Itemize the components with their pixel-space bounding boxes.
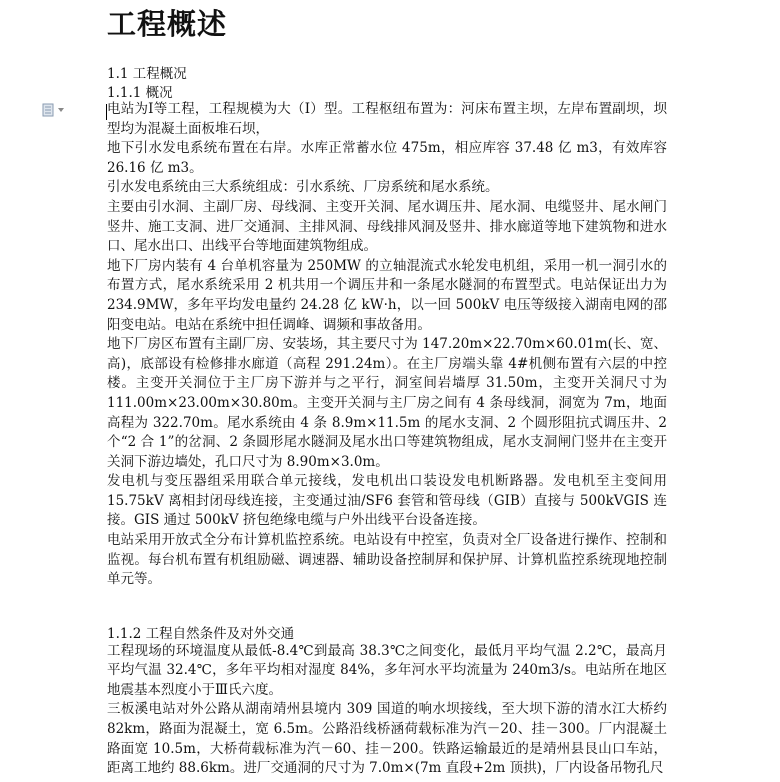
paragraph: 发电机与变压器组采用联合单元接线，发电机出口装设发电机断路器。发电机至主变间用 15.75kV 离相封闭母线连接，主变通过油/SF6 套管和管母线（GIB）直接与 500kVGIS 连接。GIS 通过 500kV 挤包绝缘电缆与户外出线平台设备连接。 <box>107 473 667 529</box>
paragraph: 主要由引水洞、主副厂房、母线洞、主变开关洞、尾水调压井、尾水洞、电缆竖井、尾水闸门竖井、施工支洞、进厂交通洞、主排风洞、母线排风洞及竖井、排水廊道等地下建筑物和进水口、尾水出口、出线平台等地面建筑物组成。 <box>107 198 667 255</box>
document-title: 工程概述 <box>107 7 228 41</box>
paragraph: 电站为Ⅰ等工程，工程规模为大（Ⅰ）型。工程枢纽布置为：河床布置主坝，左岸布置副坝，坝型均为混凝土面板堆石坝， <box>107 101 667 137</box>
paragraph: 地下厂房内装有 4 台单机容量为 250MW 的立轴混流式水轮发电机组，采用一机一洞引水的布置方式，尾水系统采用 2 机共用一个调压井和一条尾水隧洞的布置型式。电站保证出力为 234.9MW，多年平均发电量约 24.28 亿 kW·h，以一回 500kV 电压等级接入湖南电网的邵阳变电站。电站在系统中担任调峰、调频和事故备用。 <box>107 257 667 333</box>
body-section-1-1-1 <box>107 100 667 590</box>
paragraph: 引水发电系统由三大系统组成：引水系统、厂房系统和尾水系统。 <box>107 179 499 196</box>
paragraph: 电站采用开放式全分布计算机监控系统。电站设有中控室，负责对全厂设备进行操作、控制和监视。每台机布置有机组励磁、调速器、辅助设备控制屏和保护屏、计算机监控系统现地控制单元等。 <box>107 532 667 588</box>
paragraph-options-icon[interactable] <box>42 103 66 117</box>
section-heading-1-1-2: 1.1.2 工程自然条件及对外交通 <box>107 626 295 642</box>
body-section-1-1-2 <box>107 622 667 779</box>
paragraph: 三板溪电站对外公路从湖南靖州县境内 309 国道的响水坝接线，至大坝下游的清水江大桥约 82km，路面为混凝土，宽 6.5m。公路沿线桥涵荷载标准为汽－20、挂－300。厂内混凝土路面宽 10.5m，大桥荷载标准为汽－60、挂－200。铁路运输最近的是靖州县艮山口车站，距离工地约 88.6km。进厂交通洞的尺寸为 7.0m×(7m 直段+2m 顶拱)，厂内设备吊物孔尺 <box>107 701 667 777</box>
paragraph: 地下厂房区布置有主副厂房、安装场，其主要尺寸为 147.20m×22.70m×60.01m(长、宽、高)，底部设有检修排水廊道（高程 291.24m）。在主厂房端头靠 4#机侧布置有六层的中控楼。主变开关洞位于主厂房下游并与之平行，洞室间岩墙厚 31.50m，主变开关洞尺寸为 111.00m×23.00m×30.80m。主变开关洞与主厂房之间有 4 条母线洞，洞宽为 7m，地面高程为 322.70m。尾水系统由 4 条 8.9m×11.5m 的尾水支洞、2 个圆形阻抗式调压井、2 个“2 合 1”的岔洞、2 条圆形尾水隧洞及尾水出口等建筑物组成，尾水支洞闸门竖井在主变开关洞下游边墙处，孔口尺寸为 8.90m×3.0m。 <box>107 336 667 470</box>
paragraph: 工程现场的环境温度从最低-8.4℃到最高 38.3℃之间变化，最低月平均气温 2.2℃，最高月平均气温 32.4℃，多年平均相对湿度 84%，多年河水平均流量为 240m3/s。电站所在地区地震基本烈度小于Ⅲ氏六度。 <box>107 642 667 698</box>
section-heading-1-1: 1.1 工程概况 <box>107 66 187 82</box>
section-heading-1-1-1: 1.1.1 概况 <box>107 85 173 101</box>
paragraph: 地下引水发电系统布置在右岸。水库正常蓄水位 475m，相应库容 37.48 亿 m3，有效库容 26.16 亿 m3。 <box>107 140 667 176</box>
